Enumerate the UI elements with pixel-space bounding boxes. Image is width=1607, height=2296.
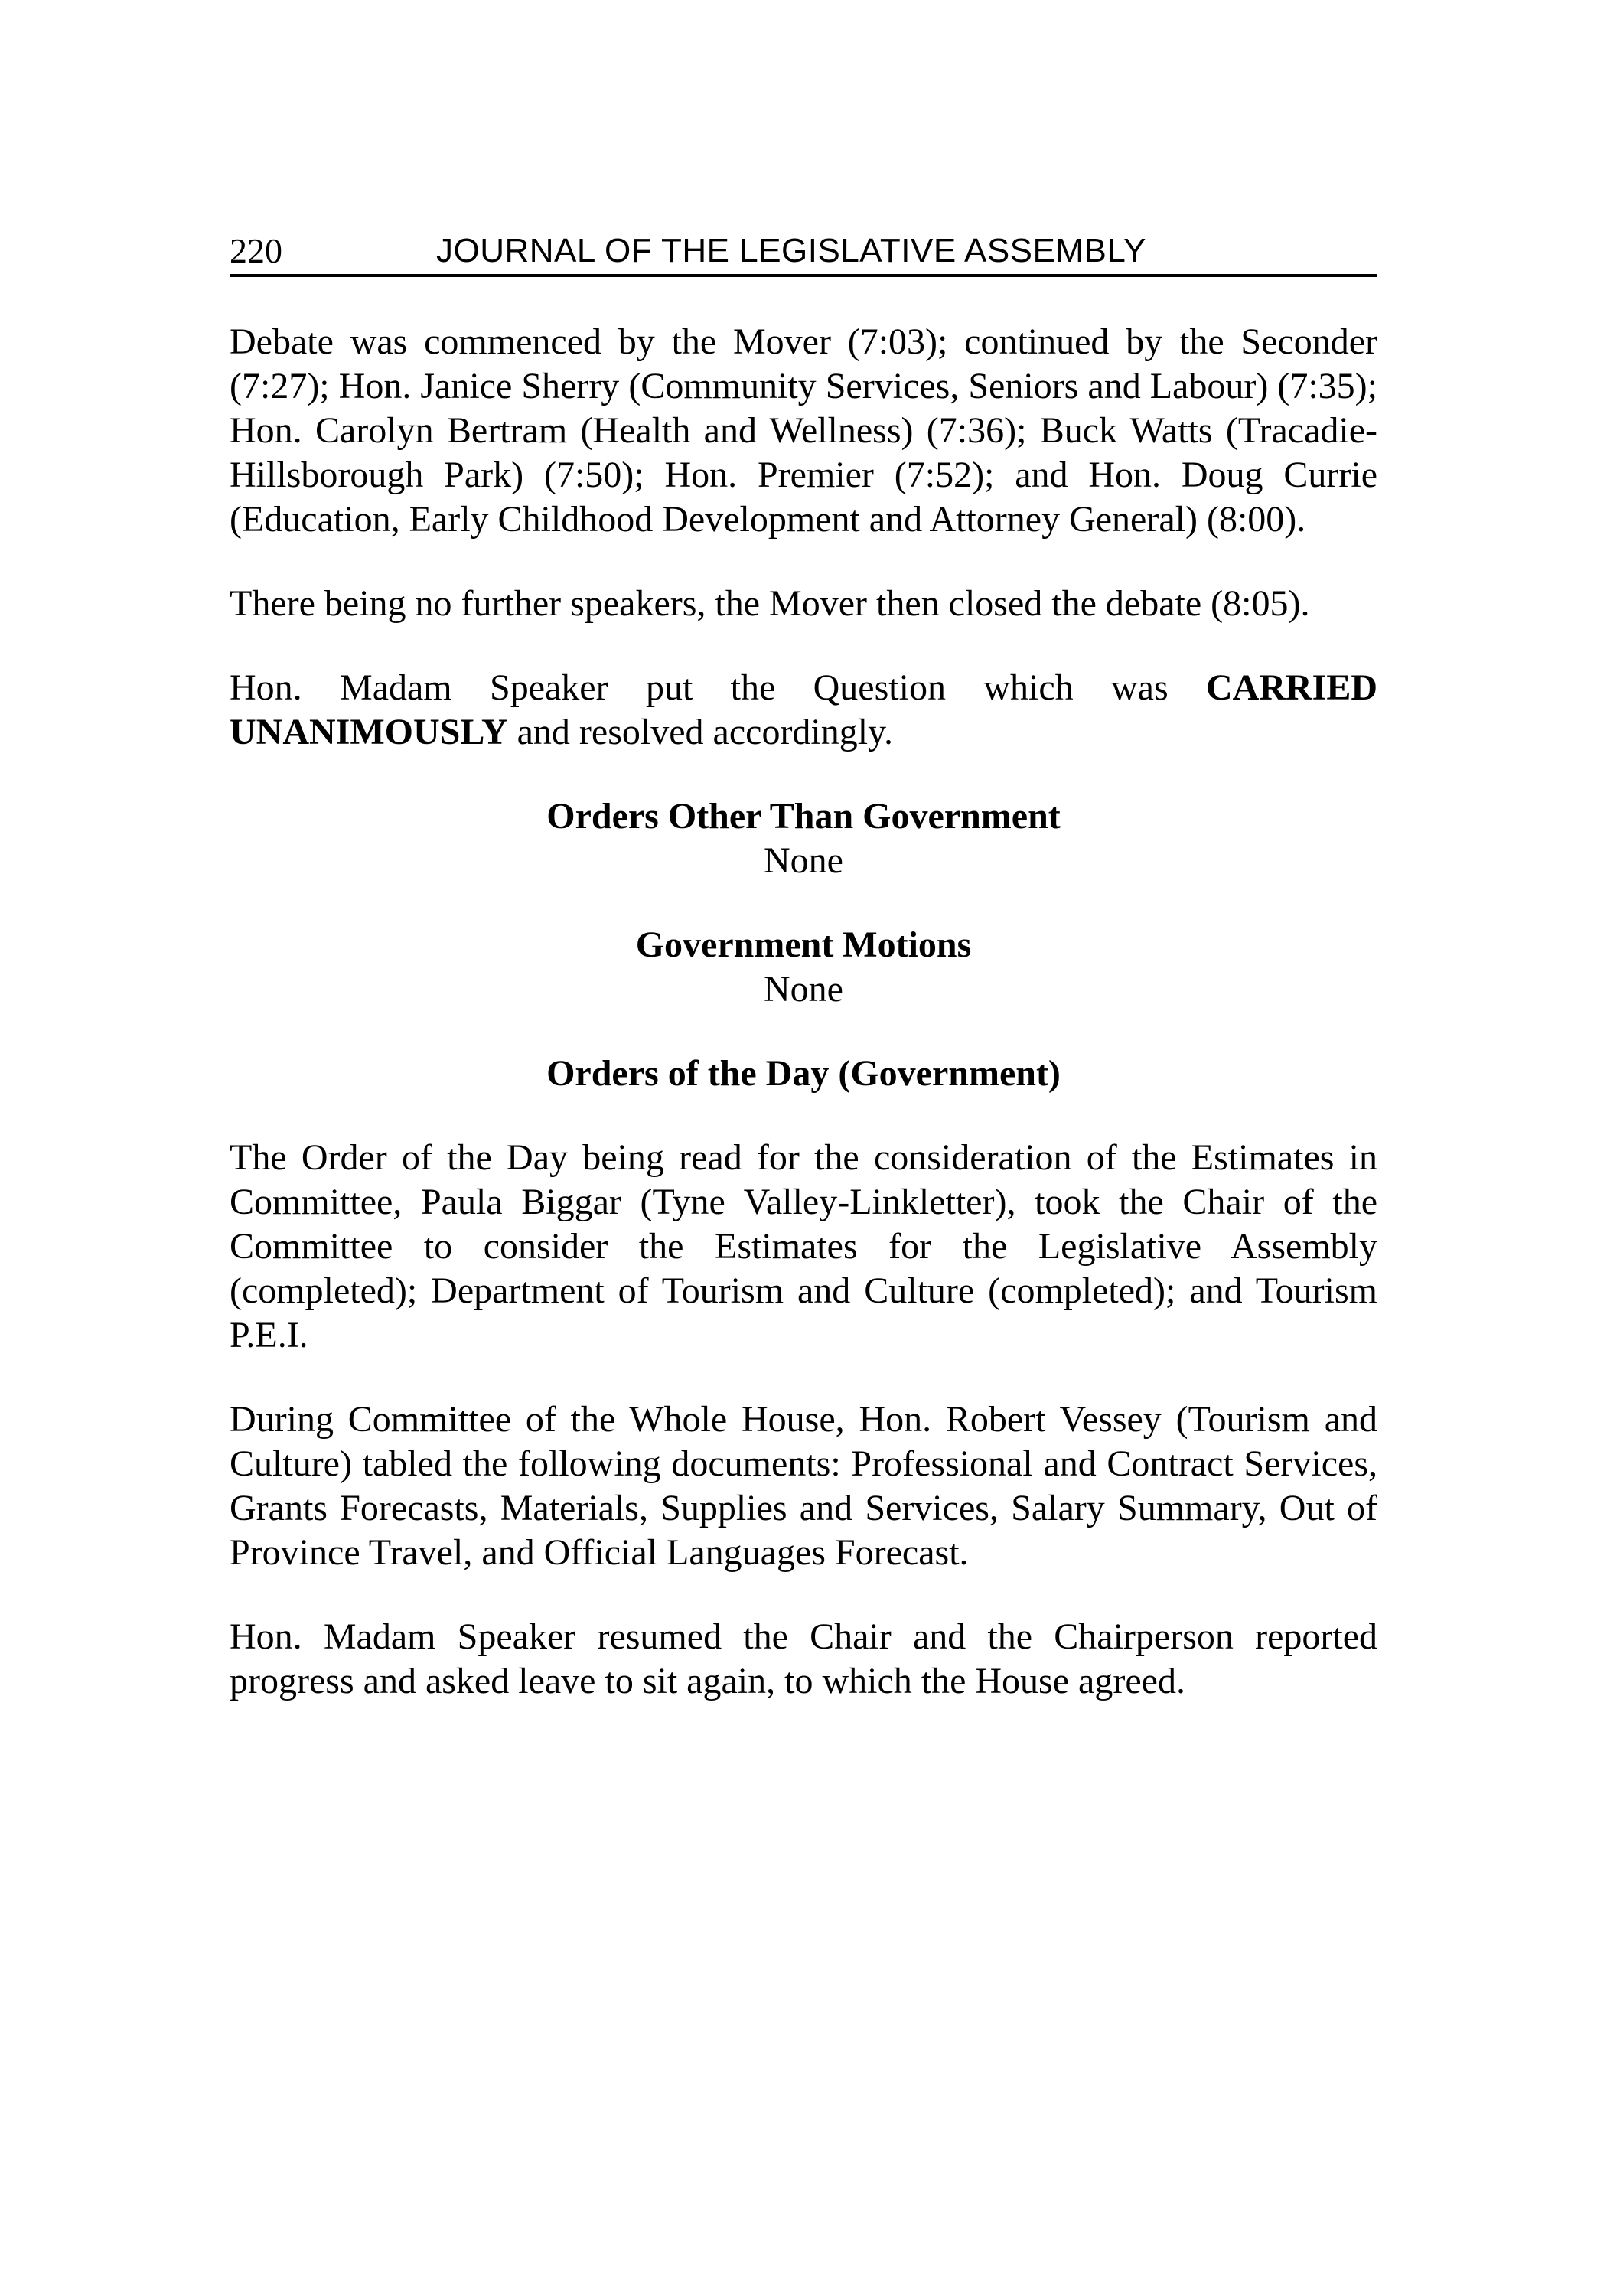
paragraph-question	[230, 666, 1377, 755]
section-orders-of-the-day	[230, 1052, 1377, 1096]
heading-orders-other: Orders Other Than Government	[546, 796, 1061, 837]
question-prefix: Hon. Madam Speaker put the Question which was	[230, 667, 1169, 708]
paragraph-debate: Debate was commenced by the Mover (7:03); continued by the Seconder (7:27); Hon. Janice Sherry (Community Services, Seniors and Labour) (7:35); Hon. Carolyn Bertram (Health and Wellness) (7:36); Buck Watts (Tracadie-Hillsborough Park) (7:50); Hon. Premier (7:52); and Hon. Doug Currie (Education, Early Childhood Development and Attorney General) (8:00).	[230, 321, 1377, 540]
paragraph-order-of-day: The Order of the Day being read for the consideration of the Estimates in Committee, Paula Biggar (Tyne Valley-Linkletter), took the Chair of the Committee to consider the Estimates for the Legislative Assembly (completed); Department of Tourism and Culture (completed); and Tourism P.E.I.	[230, 1137, 1377, 1355]
paragraph-debate-closed: There being no further speakers, the Mover then closed the debate (8:05).	[230, 583, 1310, 624]
page-number: 220	[230, 231, 282, 270]
running-head: JOURNAL OF THE LEGISLATIVE ASSEMBLY	[436, 232, 1146, 269]
heading-government-motions: Government Motions	[635, 925, 972, 965]
section-orders-other	[230, 794, 1377, 883]
question-suffix: and resolved accordingly.	[517, 712, 893, 752]
page-content	[230, 320, 1377, 1704]
orders-other-value: None	[764, 840, 843, 881]
heading-orders-of-the-day: Orders of the Day (Government)	[546, 1053, 1061, 1094]
question-result: CARRIED UNANIMOUSLY	[230, 667, 1377, 752]
section-government-motions	[230, 923, 1377, 1012]
page-header	[230, 228, 1377, 277]
government-motions-value: None	[764, 969, 843, 1009]
paragraph-committee-documents: During Committee of the Whole House, Hon. Robert Vessey (Tourism and Culture) tabled the following documents: Professional and Contract Services, Grants Forecasts, Materials, Supplies and Services, Salary Summary, Out of Province Travel, and Official Languages Forecast.	[230, 1399, 1377, 1573]
paragraph-speaker-resumed: Hon. Madam Speaker resumed the Chair and the Chairperson reported progress and asked leave to sit again, to which the House agreed.	[230, 1616, 1377, 1701]
